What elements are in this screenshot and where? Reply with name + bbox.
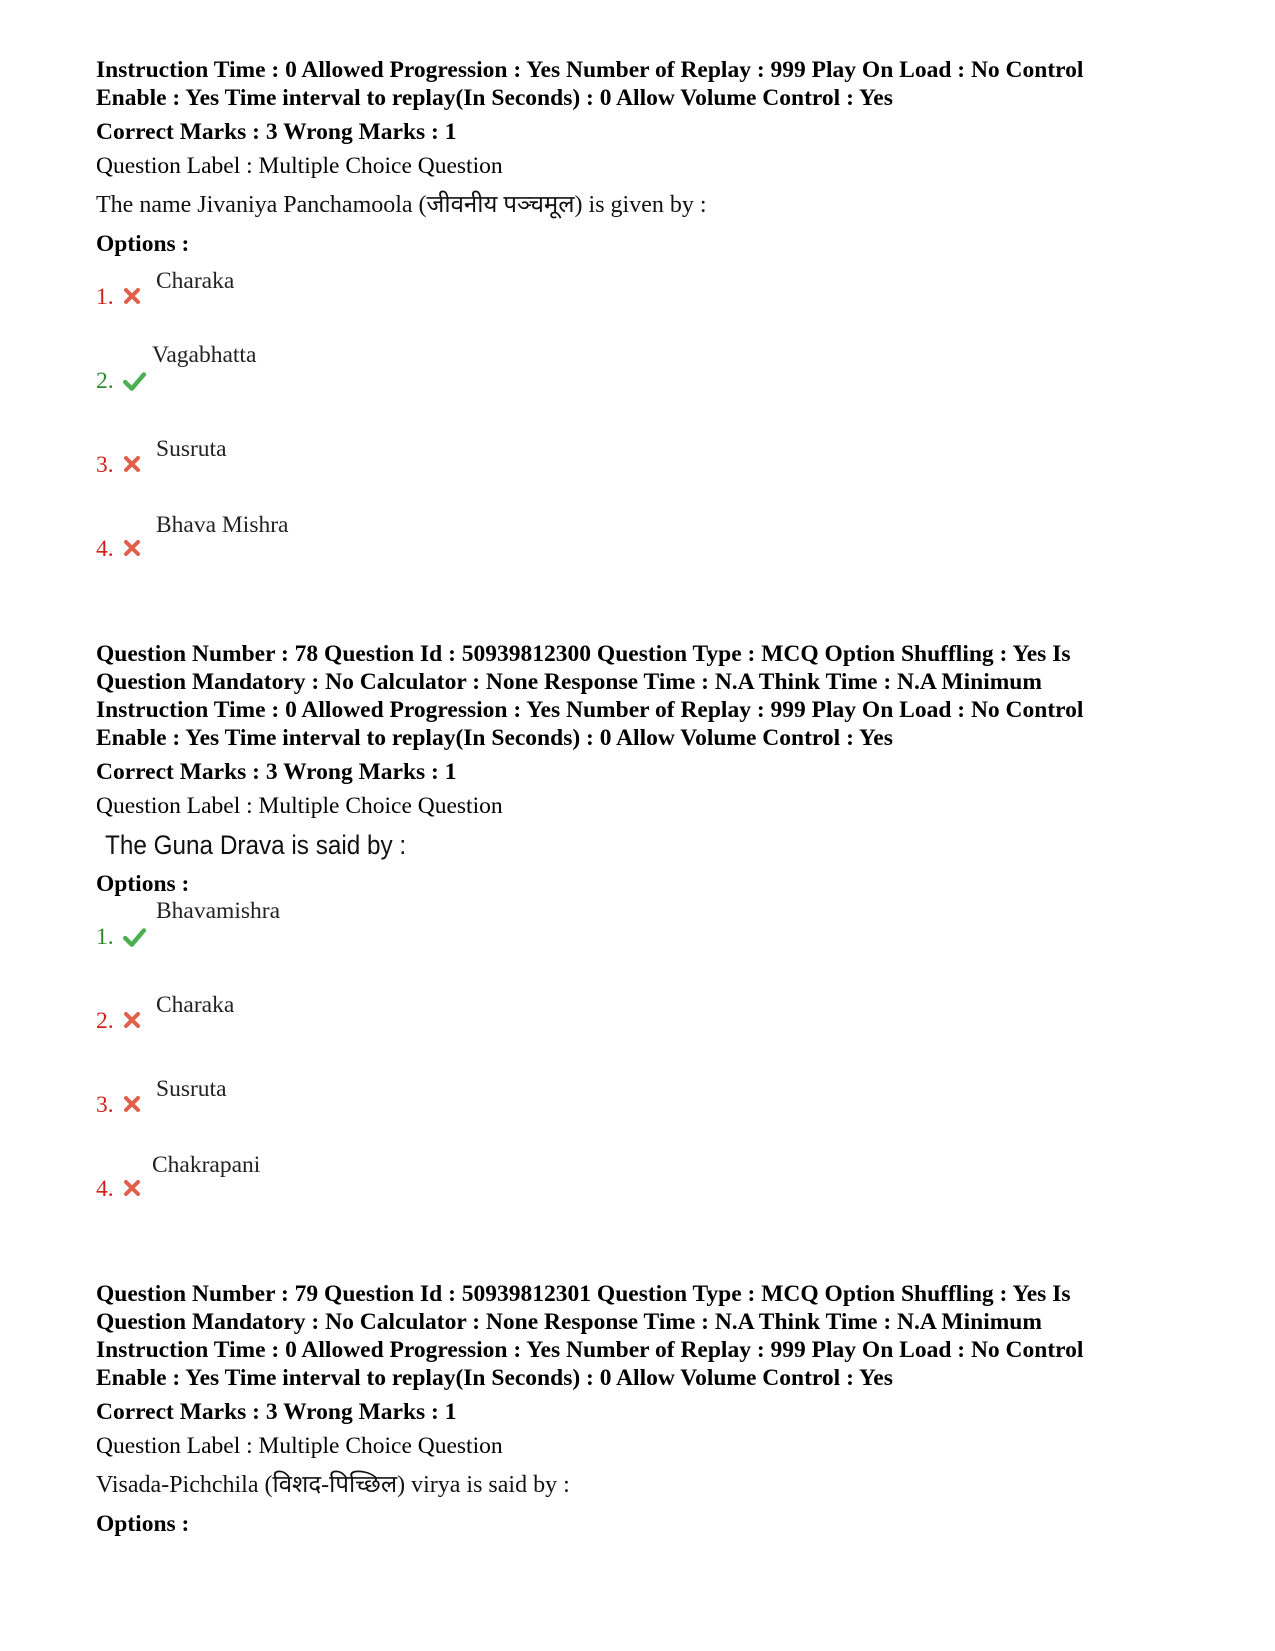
option-item	[96, 342, 1186, 426]
meta-line: Question Mandatory : No Calculator : None Response Time : N.A Think Time : N.A Minimum	[96, 669, 1042, 695]
option-number: 1.	[96, 284, 114, 310]
cross-icon	[122, 286, 142, 306]
option-text: Susruta	[156, 1076, 227, 1102]
option-item	[96, 982, 1186, 1066]
question-label: Question Label : Multiple Choice Question	[96, 793, 503, 819]
question-text: The Guna Drava is said by :	[105, 830, 407, 860]
question-text: Visada-Pichchila (विशद-पिच्छिल) virya is said by :	[96, 1472, 570, 1498]
option-number: 3.	[96, 1092, 114, 1118]
check-icon	[122, 370, 146, 392]
options-title: Options :	[96, 1511, 190, 1537]
option-number: 4.	[96, 536, 114, 562]
option-text: Bhavamishra	[156, 898, 280, 924]
option-text: Chakrapani	[152, 1152, 261, 1178]
marks-line: Correct Marks : 3 Wrong Marks : 1	[96, 119, 457, 145]
option-text: Susruta	[156, 436, 227, 462]
option-item	[96, 898, 1186, 982]
option-number: 2.	[96, 1008, 114, 1034]
option-item	[96, 426, 1186, 510]
option-text: Charaka	[156, 992, 235, 1018]
option-text: Vagabhatta	[152, 342, 257, 368]
option-item	[96, 258, 1186, 342]
option-text: Charaka	[156, 268, 235, 294]
meta-line: Question Number : 79 Question Id : 50939812301 Question Type : MCQ Option Shuffling : Yes Is	[96, 1281, 1071, 1307]
question-text: The name Jivaniya Panchamoola (जीवनीय पञ्चमूल) is given by :	[96, 192, 707, 218]
meta-line: Instruction Time : 0 Allowed Progression : Yes Number of Replay : 999 Play On Load : No Control	[96, 1337, 1084, 1363]
cross-icon	[122, 538, 142, 558]
meta-line: Question Number : 78 Question Id : 50939812300 Question Type : MCQ Option Shuffling : Yes Is	[96, 641, 1071, 667]
option-number: 4.	[96, 1176, 114, 1202]
meta-line: Instruction Time : 0 Allowed Progression : Yes Number of Replay : 999 Play On Load : No Control	[96, 57, 1084, 83]
check-icon	[122, 926, 146, 948]
meta-line: Enable : Yes Time interval to replay(In Seconds) : 0 Allow Volume Control : Yes	[96, 85, 893, 111]
document-page	[96, 56, 1186, 1538]
options-title: Options :	[96, 231, 190, 257]
cross-icon	[122, 1178, 142, 1198]
option-item	[96, 510, 1186, 594]
option-number: 1.	[96, 924, 114, 950]
question-label: Question Label : Multiple Choice Question	[96, 153, 503, 179]
cross-icon	[122, 454, 142, 474]
meta-line: Question Mandatory : No Calculator : None Response Time : N.A Think Time : N.A Minimum	[96, 1309, 1042, 1335]
option-number: 3.	[96, 452, 114, 478]
marks-line: Correct Marks : 3 Wrong Marks : 1	[96, 759, 457, 785]
question-block-79	[96, 1280, 1186, 1538]
option-text: Bhava Mishra	[156, 512, 289, 538]
meta-line: Instruction Time : 0 Allowed Progression : Yes Number of Replay : 999 Play On Load : No Control	[96, 697, 1084, 723]
option-item	[96, 1066, 1186, 1150]
question-block-78	[96, 640, 1186, 1234]
option-number: 2.	[96, 368, 114, 394]
options-title: Options :	[96, 871, 190, 897]
marks-line: Correct Marks : 3 Wrong Marks : 1	[96, 1399, 457, 1425]
option-item	[96, 1150, 1186, 1234]
cross-icon	[122, 1094, 142, 1114]
question-block-77	[96, 56, 1186, 594]
question-label: Question Label : Multiple Choice Question	[96, 1433, 503, 1459]
meta-line: Enable : Yes Time interval to replay(In Seconds) : 0 Allow Volume Control : Yes	[96, 1365, 893, 1391]
cross-icon	[122, 1010, 142, 1030]
meta-line: Enable : Yes Time interval to replay(In Seconds) : 0 Allow Volume Control : Yes	[96, 725, 893, 751]
